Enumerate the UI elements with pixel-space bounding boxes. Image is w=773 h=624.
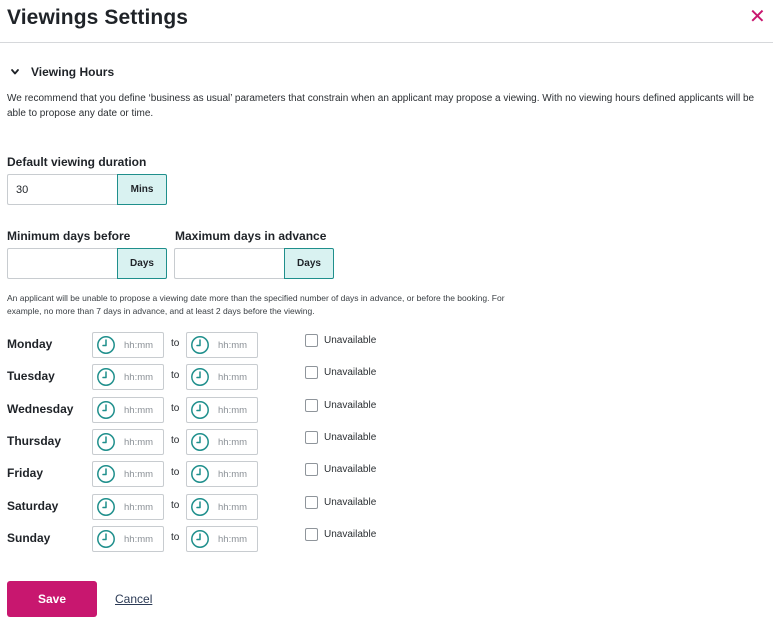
clock-icon	[96, 367, 116, 387]
start-time-field[interactable]	[92, 429, 164, 455]
days-help-text: An applicant will be unable to propose a viewing date more than the specified number of days in advance, or before the booking. For example, no more than 7 days in advance, and at least 2 days before the viewing.	[7, 293, 505, 316]
clock-icon	[190, 432, 210, 452]
start-time-field[interactable]	[92, 332, 164, 358]
day-name: Sunday	[7, 531, 51, 545]
unavailable-checkbox[interactable]	[305, 431, 318, 444]
min-days-field	[7, 248, 167, 279]
end-time-input[interactable]	[218, 502, 260, 513]
end-time-field[interactable]	[186, 494, 258, 520]
end-time-input[interactable]	[218, 340, 260, 351]
day-row	[7, 461, 407, 487]
to-label: to	[171, 403, 180, 414]
end-time-field[interactable]	[186, 364, 258, 390]
duration-field	[7, 174, 167, 205]
close-icon[interactable]: ✕	[749, 6, 766, 28]
unavailable-checkbox[interactable]	[305, 463, 318, 476]
modal-header	[0, 0, 773, 43]
clock-icon	[190, 335, 210, 355]
end-time-field[interactable]	[186, 397, 258, 423]
unavailable-checkbox[interactable]	[305, 366, 318, 379]
duration-input[interactable]	[7, 174, 117, 205]
day-name: Saturday	[7, 499, 59, 513]
start-time-field[interactable]	[92, 526, 164, 552]
start-time-input[interactable]	[124, 372, 166, 383]
save-button[interactable]: Save	[7, 581, 97, 617]
unavailable-checkbox[interactable]	[305, 399, 318, 412]
clock-icon	[96, 497, 116, 517]
start-time-input[interactable]	[124, 534, 166, 545]
unavailable-checkbox[interactable]	[305, 496, 318, 509]
start-time-input[interactable]	[124, 469, 166, 480]
start-time-field[interactable]	[92, 397, 164, 423]
clock-icon	[96, 400, 116, 420]
day-name: Tuesday	[7, 369, 55, 383]
unavailable-label: Unavailable	[324, 497, 377, 508]
day-row	[7, 526, 407, 552]
day-name: Monday	[7, 337, 53, 351]
to-label: to	[171, 370, 180, 381]
start-time-input[interactable]	[124, 340, 166, 351]
clock-icon	[190, 367, 210, 387]
max-days-label: Maximum days in advance	[175, 229, 327, 243]
unavailable-toggle[interactable]	[305, 528, 376, 541]
min-days-label: Minimum days before	[7, 229, 131, 243]
section-title: Viewing Hours	[31, 65, 115, 79]
end-time-input[interactable]	[218, 437, 260, 448]
day-row	[7, 397, 407, 423]
end-time-input[interactable]	[218, 372, 260, 383]
end-time-input[interactable]	[218, 534, 260, 545]
unavailable-label: Unavailable	[324, 400, 377, 411]
clock-icon	[96, 529, 116, 549]
end-time-field[interactable]	[186, 461, 258, 487]
day-name: Wednesday	[7, 402, 74, 416]
start-time-field[interactable]	[92, 461, 164, 487]
end-time-field[interactable]	[186, 526, 258, 552]
start-time-field[interactable]	[92, 364, 164, 390]
to-label: to	[171, 532, 180, 543]
unavailable-label: Unavailable	[324, 335, 377, 346]
unavailable-toggle[interactable]	[305, 496, 376, 509]
end-time-field[interactable]	[186, 429, 258, 455]
clock-icon	[96, 335, 116, 355]
clock-icon	[96, 464, 116, 484]
to-label: to	[171, 500, 180, 511]
end-time-input[interactable]	[218, 469, 260, 480]
end-time-input[interactable]	[218, 405, 260, 416]
day-row	[7, 332, 407, 358]
end-time-field[interactable]	[186, 332, 258, 358]
to-label: to	[171, 435, 180, 446]
intro-text: We recommend that you define ‘business as usual’ parameters that constrain when an applicant may propose a viewing. With no viewing hours defined applicants will be able to propose any date or time.	[7, 93, 755, 119]
start-time-field[interactable]	[92, 494, 164, 520]
max-days-unit: Days	[284, 248, 334, 279]
min-days-unit: Days	[117, 248, 167, 279]
day-row	[7, 364, 407, 390]
start-time-input[interactable]	[124, 437, 166, 448]
day-row	[7, 429, 407, 455]
to-label: to	[171, 467, 180, 478]
day-row	[7, 494, 407, 520]
start-time-input[interactable]	[124, 405, 166, 416]
max-days-input[interactable]	[174, 248, 284, 279]
day-name: Friday	[7, 466, 44, 480]
unavailable-toggle[interactable]	[305, 431, 376, 444]
unavailable-checkbox[interactable]	[305, 334, 318, 347]
duration-unit: Mins	[117, 174, 167, 205]
unavailable-toggle[interactable]	[305, 366, 376, 379]
max-days-field	[174, 248, 334, 279]
unavailable-label: Unavailable	[324, 367, 377, 378]
unavailable-toggle[interactable]	[305, 463, 376, 476]
unavailable-label: Unavailable	[324, 464, 377, 475]
unavailable-toggle[interactable]	[305, 334, 376, 347]
unavailable-checkbox[interactable]	[305, 528, 318, 541]
start-time-input[interactable]	[124, 502, 166, 513]
unavailable-label: Unavailable	[324, 432, 377, 443]
viewing-hours-toggle[interactable]	[9, 64, 114, 80]
clock-icon	[190, 464, 210, 484]
day-name: Thursday	[7, 434, 62, 448]
clock-icon	[96, 432, 116, 452]
cancel-link[interactable]: Cancel	[115, 592, 153, 606]
clock-icon	[190, 529, 210, 549]
clock-icon	[190, 497, 210, 517]
to-label: to	[171, 338, 180, 349]
chevron-down-icon	[9, 66, 21, 78]
duration-label: Default viewing duration	[7, 155, 147, 169]
unavailable-toggle[interactable]	[305, 399, 376, 412]
unavailable-label: Unavailable	[324, 529, 377, 540]
clock-icon	[190, 400, 210, 420]
min-days-input[interactable]	[7, 248, 117, 279]
page-title: Viewings Settings	[7, 6, 189, 29]
